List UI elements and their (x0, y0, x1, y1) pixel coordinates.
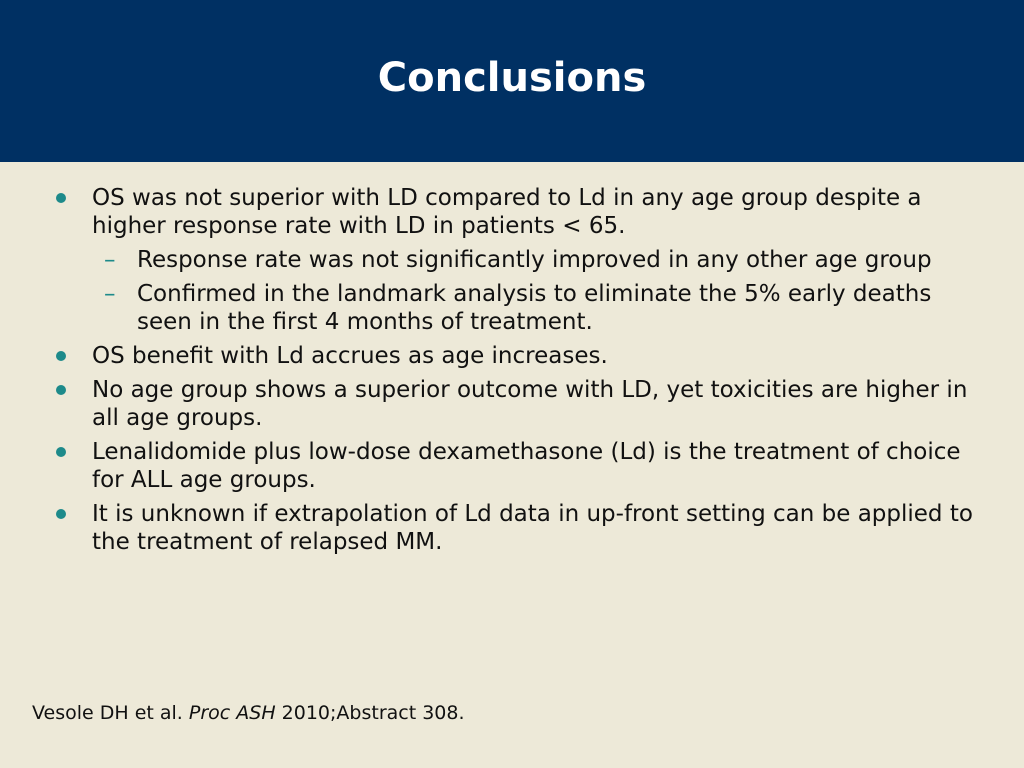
bullet-dot-icon (56, 193, 66, 203)
bullet-item (52, 184, 982, 240)
sub-bullet-item (52, 246, 982, 274)
bullet-text: No age group shows a superior outcome with LD, yet toxicities are higher in all age groups. (92, 377, 968, 431)
sub-bullet-item (52, 280, 982, 336)
bullet-dot-icon (56, 385, 66, 395)
conclusions-list (52, 184, 982, 562)
dash-icon: – (104, 247, 116, 273)
bullet-item (52, 438, 982, 494)
bullet-item (52, 500, 982, 556)
bullet-text: OS was not superior with LD compared to Ld in any age group despite a higher response rate with LD in patients < 65. (92, 185, 922, 239)
bullet-text: Lenalidomide plus low-dose dexamethasone (Ld) is the treatment of choice for ALL age groups. (92, 439, 961, 493)
bullet-item (52, 376, 982, 432)
citation-details: 2010;Abstract 308. (281, 702, 465, 724)
bullet-item (52, 342, 982, 370)
slide-title: Conclusions (377, 55, 647, 101)
title-banner (0, 0, 1024, 162)
citation-authors: Vesole DH et al. (32, 702, 183, 724)
bullet-text: OS benefit with Ld accrues as age increases. (92, 343, 608, 369)
sub-bullet-text: Response rate was not significantly improved in any other age group (137, 247, 932, 273)
citation (32, 702, 465, 724)
bullet-dot-icon (56, 351, 66, 361)
sub-bullet-text: Confirmed in the landmark analysis to eliminate the 5% early deaths seen in the first 4 months of treatment. (137, 281, 932, 335)
bullet-dot-icon (56, 509, 66, 519)
bullet-dot-icon (56, 447, 66, 457)
citation-journal: Proc ASH (188, 702, 276, 724)
bullet-text: It is unknown if extrapolation of Ld data in up-front setting can be applied to the treatment of relapsed MM. (92, 501, 973, 555)
dash-icon: – (104, 281, 116, 307)
